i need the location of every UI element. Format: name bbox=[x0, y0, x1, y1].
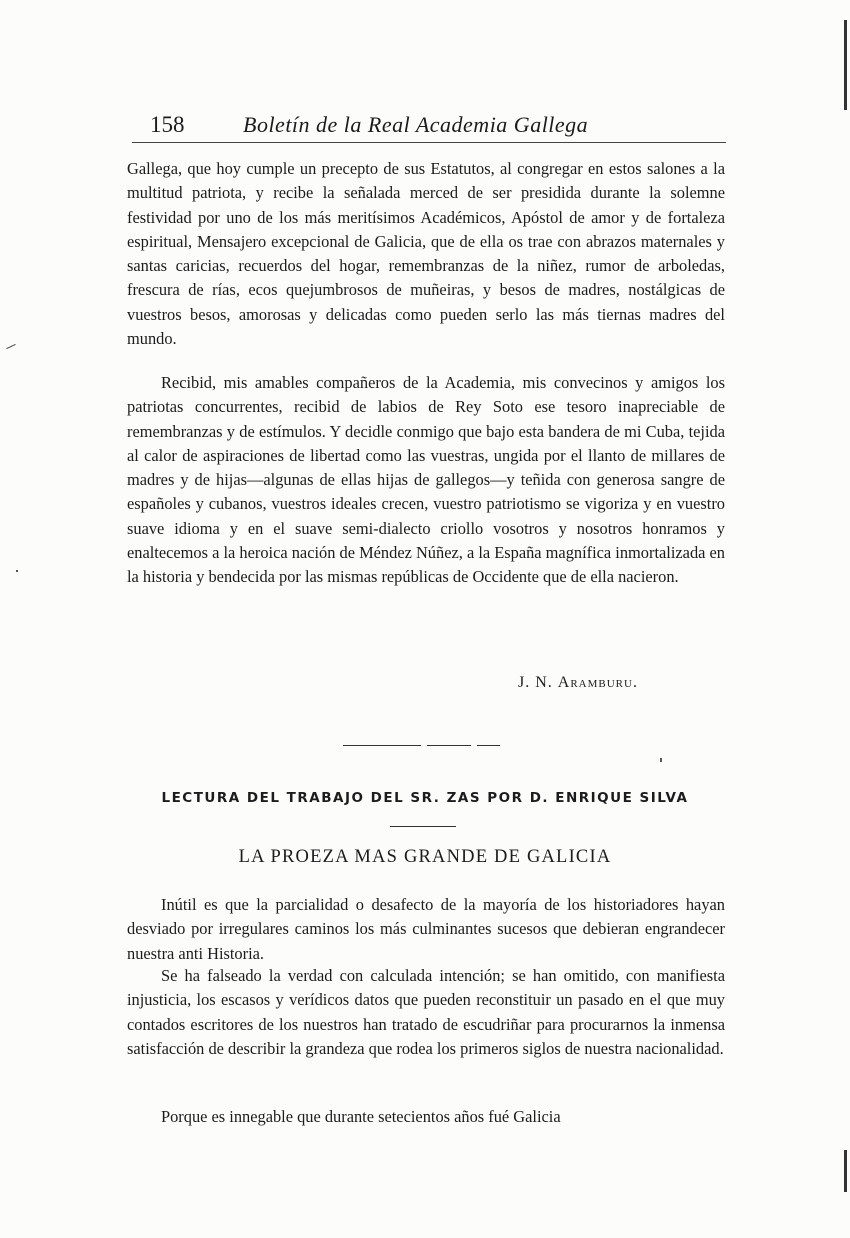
paragraph-porque: Porque es innegable que durante setecientos años fué Galicia bbox=[161, 1107, 561, 1126]
title-rule bbox=[390, 826, 456, 827]
scan-mark bbox=[16, 570, 18, 572]
article-title: LA PROEZA MAS GRANDE DE GALICIA bbox=[238, 847, 612, 867]
scan-mark bbox=[660, 758, 662, 762]
header-rule bbox=[132, 142, 726, 143]
paragraph-continuation: Gallega, que hoy cumple un precepto de sus Estatutos, al congregar en estos salones a la multitud patriota, y recibe la señalada merced de ser presidida durante la solemne festividad por uno de los más meritísimos Académicos, Apóstol de amor y de fortaleza espiritual, Mensajero excepcional de Galicia, que de ella os trae con abrazos maternales y santas caricias, recuerdos del hogar, remembranzas de la niñez, rumor de arboledas, frescura de rías, ecos quejumbrosos de muñeiras, y besos de madres, nostálgicas de vuestros besos, amorosas y delicadas como pueden serlo las más tiernas madres del mundo. bbox=[127, 159, 725, 349]
paragraph-recibid: Recibid, mis amables compañeros de la Academia, mis convecinos y amigos los patriotas concurrentes, recibid de labios de Rey Soto ese tesoro inapreciable de remembranzas y de estímulos. Y decidle conmigo que bajo esta bandera de mi Cuba, tejida al calor de aspiraciones de libertad como las vuestras, ungida por el llanto de millares de madres y de hijas—algunas de ellas hijas de gallegos—y teñida con generosa sangre de españoles y cubanos, vuestros ideales crecen, vuestro patriotismo se vigoriza y en vuestro suave idioma y en el suave semi-dialecto criollo vosotros y nosotros honramos y enaltecemos a la heroica nación de Méndez Núñez, a la España magnífica inmortalizada en la historia y bendecida por las mismas repúblicas de Occidente que de ella nacieron. bbox=[127, 373, 725, 587]
section-separator bbox=[343, 745, 500, 747]
author-signature bbox=[518, 674, 638, 692]
section-heading: LECTURA DEL TRABAJO DEL SR. ZAS POR D. ENRIQUE SILVA bbox=[161, 790, 689, 806]
running-title: Boletín de la Real Academia Gallega bbox=[243, 112, 589, 137]
signature-surname: Aramburu. bbox=[557, 674, 638, 691]
page-header bbox=[150, 112, 726, 142]
signature-initials: J. N. bbox=[518, 674, 553, 691]
scan-edge-top bbox=[844, 20, 847, 110]
scan-mark bbox=[6, 344, 15, 349]
paragraph-falseado: Se ha falseado la verdad con calculada intención; se han omitido, con manifiesta injusticia, los escasos y verídicos datos que pueden reconstituir un pasado en el que muy contados escritores de los nuestros han tratado de escudriñar para procurarnos la inmensa satisfacción de describir la grandeza que rodea los primeros siglos de nuestra nacionalidad. bbox=[127, 966, 725, 1058]
scan-edge-bottom bbox=[844, 1150, 847, 1192]
page-number: 158 bbox=[150, 112, 185, 137]
paragraph-inutil: Inútil es que la parcialidad o desafecto de la mayoría de los historiadores hayan desviado por irregulares caminos los más culminantes sucesos que debieran engrandecer nuestra anti Historia. bbox=[127, 895, 725, 963]
